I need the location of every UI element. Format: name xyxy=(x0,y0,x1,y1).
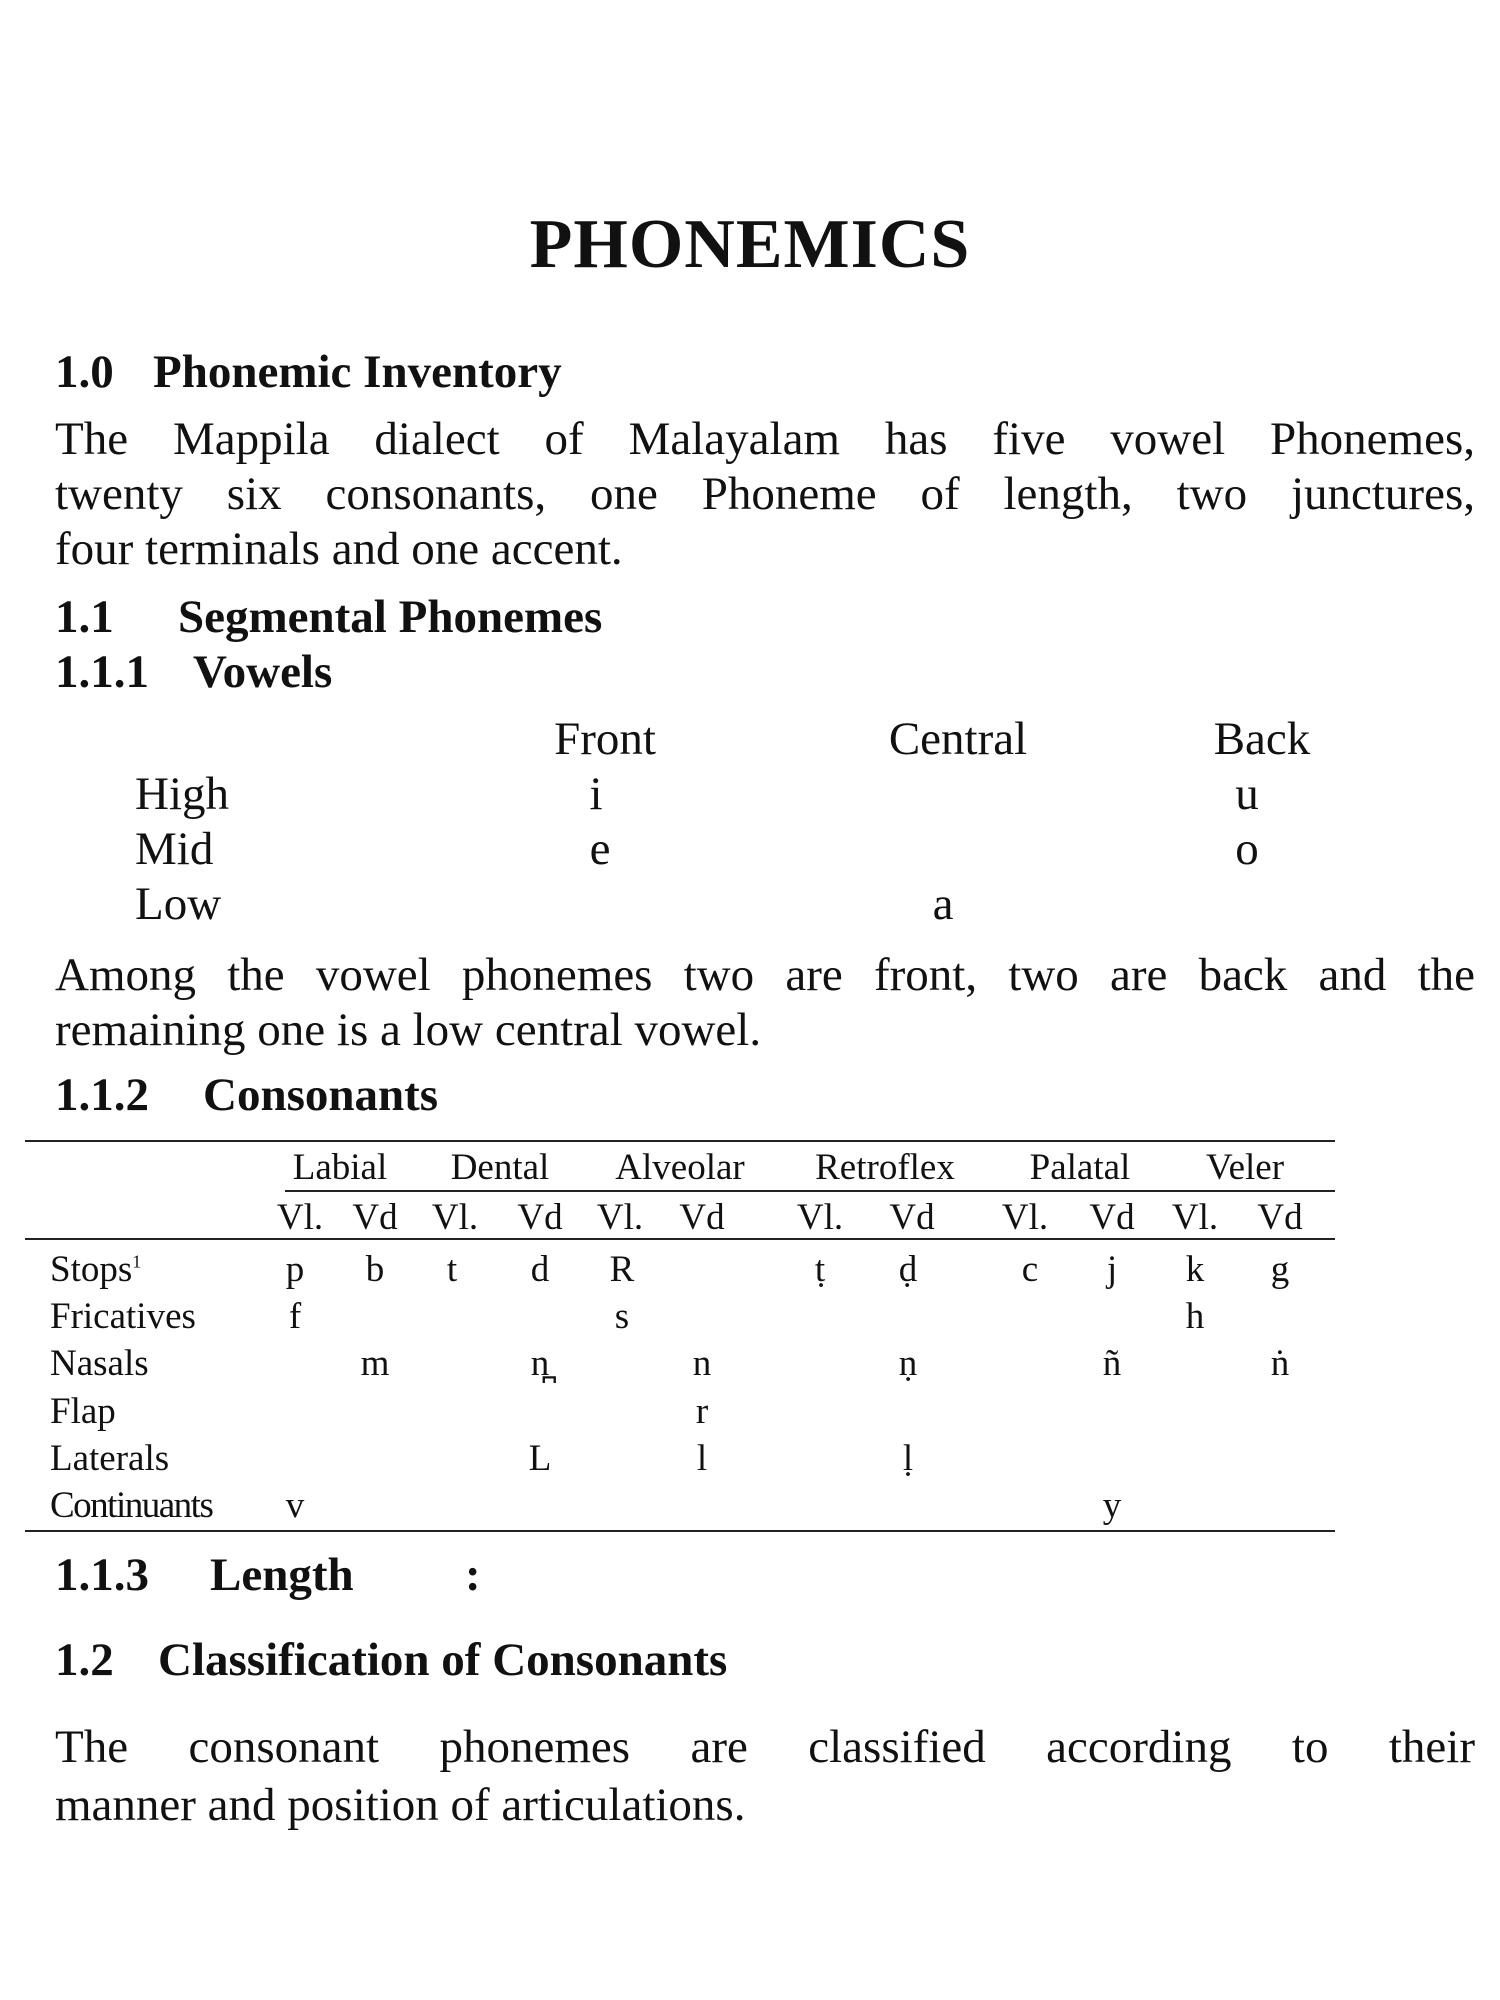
section-number: 1.1.3 xyxy=(55,1549,149,1601)
section-title: Consonants xyxy=(203,1069,439,1121)
paragraph-line: remaining one is a low central vowel. xyxy=(55,1004,762,1056)
length-colon: : xyxy=(465,1549,481,1601)
manner-label xyxy=(50,1437,169,1480)
voicing-header: Vd xyxy=(517,1197,563,1238)
phoneme-cell: ḍ xyxy=(898,1249,918,1290)
place-header: Retroflex xyxy=(815,1147,955,1188)
phoneme-cell: m xyxy=(360,1343,390,1384)
section-number: 1.2 xyxy=(55,1634,114,1686)
section-1-1-1-heading xyxy=(55,645,332,699)
voicing-header: Vd xyxy=(1089,1197,1135,1238)
phoneme-cell: ḷ xyxy=(902,1438,914,1479)
phoneme-cell: L xyxy=(528,1438,552,1479)
phoneme-cell: ṇ xyxy=(898,1343,918,1384)
classification-paragraph xyxy=(55,1718,1475,1834)
section-number: 1.1.2 xyxy=(55,1069,149,1121)
phoneme-cell: p xyxy=(285,1249,305,1290)
paragraph-line: manner and position of articulations. xyxy=(55,1779,746,1831)
manner-label-text: Flap xyxy=(50,1391,116,1432)
manner-label xyxy=(50,1342,149,1385)
vowel-cell: i xyxy=(589,768,603,820)
manner-label-text: Nasals xyxy=(50,1343,149,1384)
place-header: Labial xyxy=(292,1147,388,1188)
place-header: Palatal xyxy=(1029,1147,1131,1188)
vowel-row-label: Mid xyxy=(135,823,214,875)
phoneme-cell: s xyxy=(614,1296,630,1337)
manner-label-text: Laterals xyxy=(50,1438,170,1479)
voicing-header: Vd xyxy=(679,1197,725,1238)
table-bottom-rule xyxy=(25,1530,1335,1532)
section-1-0-heading xyxy=(55,345,562,399)
phoneme-cell: l xyxy=(696,1438,708,1479)
voicing-header: Vl. xyxy=(596,1197,644,1238)
manner-label-text: Fricatives xyxy=(50,1296,196,1337)
phoneme-cell: c xyxy=(1021,1249,1039,1290)
section-title: Segmental Phonemes xyxy=(178,591,603,643)
place-header: Alveolar xyxy=(615,1147,745,1188)
section-1-1-heading xyxy=(55,590,602,644)
section-title: Phonemic Inventory xyxy=(153,346,562,398)
section-1-2-heading xyxy=(55,1633,727,1687)
phoneme-cell: t xyxy=(446,1249,458,1290)
phoneme-cell: j xyxy=(1106,1249,1118,1290)
phoneme-cell: g xyxy=(1270,1249,1290,1290)
phoneme-cell: y xyxy=(1102,1485,1122,1526)
phoneme-cell: ṅ xyxy=(1270,1343,1290,1384)
paragraph-line: twenty six consonants, one Phoneme of length, two junctures, xyxy=(55,468,1475,520)
manner-label xyxy=(50,1484,212,1527)
phoneme-cell: ñ xyxy=(1102,1343,1122,1384)
voicing-header: Vd xyxy=(889,1197,935,1238)
vowel-column-front: Front xyxy=(554,713,656,765)
phoneme-cell: h xyxy=(1185,1296,1205,1337)
phoneme-cell: n̪ xyxy=(530,1343,550,1384)
vowel-column-central: Central xyxy=(888,713,1028,765)
place-header: Veler xyxy=(1205,1147,1285,1188)
vowel-cell: a xyxy=(932,878,954,930)
phoneme-cell: k xyxy=(1185,1249,1205,1290)
phoneme-cell: ṭ xyxy=(814,1249,826,1290)
phoneme-cell: b xyxy=(365,1249,385,1290)
paragraph-line: four terminals and one accent. xyxy=(55,523,623,575)
section-title: Classification of Consonants xyxy=(158,1634,728,1686)
section-1-1-3-heading xyxy=(55,1548,354,1602)
paragraph-line: Among the vowel phonemes two are front, two are back and the xyxy=(55,949,1475,1001)
manner-label xyxy=(50,1390,116,1433)
section-number: 1.0 xyxy=(55,346,114,398)
inventory-paragraph xyxy=(55,412,1475,577)
section-number: 1.1.1 xyxy=(55,646,149,698)
voicing-header: Vd xyxy=(1257,1197,1303,1238)
phoneme-cell: v xyxy=(285,1485,305,1526)
place-header: Dental xyxy=(450,1147,550,1188)
vowel-row-label: Low xyxy=(135,878,222,930)
vowel-cell: u xyxy=(1235,768,1259,820)
table-header-rule xyxy=(285,1190,1335,1192)
section-1-1-2-heading xyxy=(55,1068,438,1122)
voicing-header: Vl. xyxy=(1001,1197,1049,1238)
phoneme-cell: R xyxy=(609,1249,635,1290)
voicing-header: Vd xyxy=(352,1197,398,1238)
voicing-header: Vl. xyxy=(796,1197,844,1238)
phoneme-cell: r xyxy=(695,1391,709,1432)
vowel-summary-paragraph xyxy=(55,948,1475,1058)
page-title: PHONEMICS xyxy=(529,206,971,283)
vowel-cell: e xyxy=(589,823,611,875)
section-title: Vowels xyxy=(193,646,333,698)
paragraph-line: The consonant phonemes are classified according to their xyxy=(55,1721,1475,1773)
voicing-header: Vl. xyxy=(276,1197,324,1238)
manner-label-text: Stops xyxy=(50,1249,133,1290)
voicing-header: Vl. xyxy=(1171,1197,1219,1238)
section-number: 1.1 xyxy=(55,591,114,643)
footnote-mark: 1 xyxy=(132,1251,142,1272)
vowel-row-label: High xyxy=(135,768,229,820)
vowel-column-back: Back xyxy=(1213,713,1311,765)
manner-label xyxy=(50,1295,196,1338)
phoneme-cell: d xyxy=(530,1249,550,1290)
vowel-cell: o xyxy=(1235,823,1259,875)
section-title: Length xyxy=(210,1549,354,1601)
phoneme-cell: f xyxy=(288,1296,302,1337)
paragraph-line: The Mappila dialect of Malayalam has five vowel Phonemes, xyxy=(55,413,1475,465)
manner-label-text: Continuants xyxy=(50,1485,213,1526)
voicing-header: Vl. xyxy=(431,1197,479,1238)
table-top-rule xyxy=(25,1140,1335,1142)
phoneme-cell: n xyxy=(692,1343,712,1384)
manner-label xyxy=(50,1248,141,1291)
